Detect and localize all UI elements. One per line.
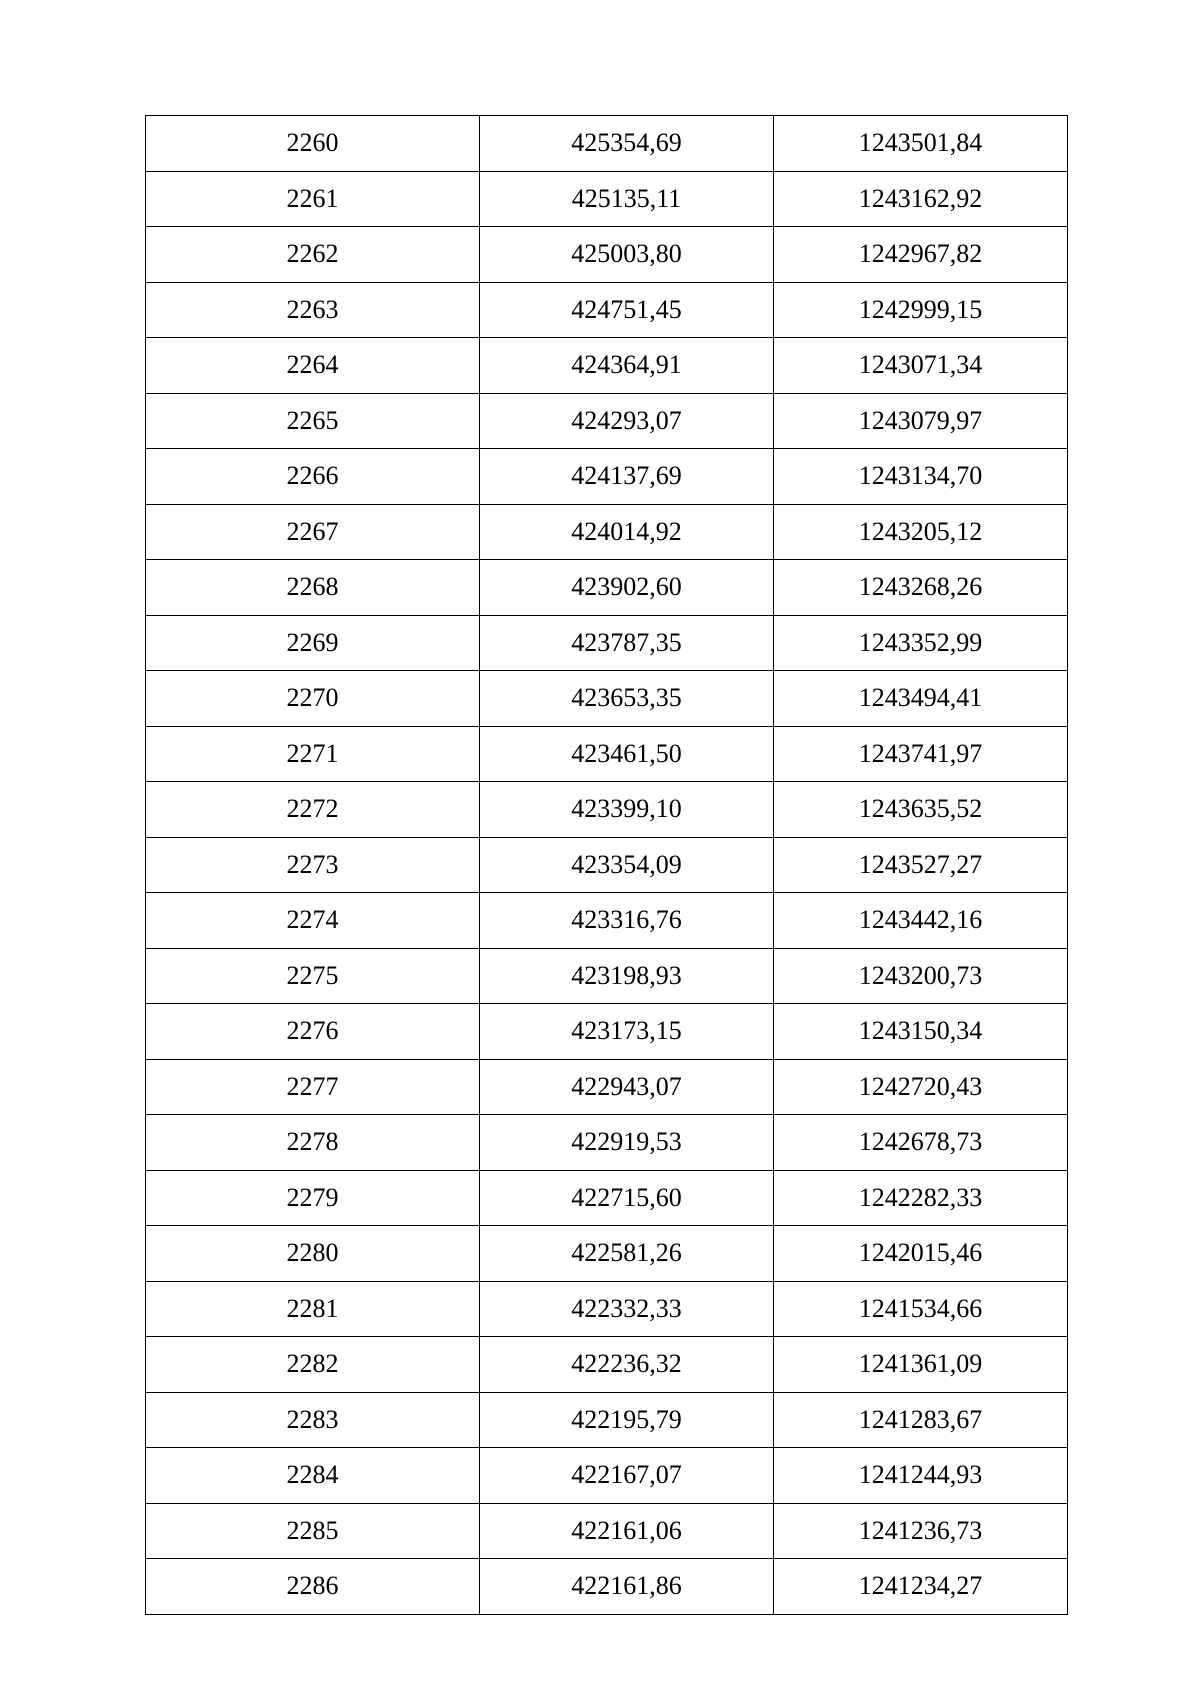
x-coordinate-cell: 423787,35 bbox=[480, 615, 774, 671]
y-coordinate-cell: 1243162,92 bbox=[774, 171, 1068, 227]
x-coordinate-cell: 422919,53 bbox=[480, 1115, 774, 1171]
point-number-cell: 2266 bbox=[146, 449, 480, 505]
table-row bbox=[146, 338, 1068, 394]
table-row bbox=[146, 948, 1068, 1004]
y-coordinate-cell: 1243268,26 bbox=[774, 560, 1068, 616]
table-row bbox=[146, 893, 1068, 949]
table-row bbox=[146, 1337, 1068, 1393]
table-row bbox=[146, 1226, 1068, 1282]
y-coordinate-cell: 1242678,73 bbox=[774, 1115, 1068, 1171]
y-coordinate-cell: 1243200,73 bbox=[774, 948, 1068, 1004]
y-coordinate-cell: 1243352,99 bbox=[774, 615, 1068, 671]
point-number-cell: 2265 bbox=[146, 393, 480, 449]
table-row bbox=[146, 282, 1068, 338]
x-coordinate-cell: 422161,06 bbox=[480, 1503, 774, 1559]
table-row bbox=[146, 615, 1068, 671]
point-number-cell: 2285 bbox=[146, 1503, 480, 1559]
point-number-cell: 2278 bbox=[146, 1115, 480, 1171]
y-coordinate-cell: 1243079,97 bbox=[774, 393, 1068, 449]
x-coordinate-cell: 424751,45 bbox=[480, 282, 774, 338]
x-coordinate-cell: 424364,91 bbox=[480, 338, 774, 394]
point-number-cell: 2283 bbox=[146, 1392, 480, 1448]
table-row bbox=[146, 1503, 1068, 1559]
table-row bbox=[146, 726, 1068, 782]
table-row bbox=[146, 1059, 1068, 1115]
table-row bbox=[146, 1170, 1068, 1226]
x-coordinate-cell: 422236,32 bbox=[480, 1337, 774, 1393]
x-coordinate-cell: 422715,60 bbox=[480, 1170, 774, 1226]
coordinates-table bbox=[145, 115, 1068, 1615]
table-row bbox=[146, 560, 1068, 616]
table-row bbox=[146, 393, 1068, 449]
x-coordinate-cell: 425003,80 bbox=[480, 227, 774, 283]
table-row bbox=[146, 1281, 1068, 1337]
y-coordinate-cell: 1243442,16 bbox=[774, 893, 1068, 949]
y-coordinate-cell: 1241361,09 bbox=[774, 1337, 1068, 1393]
y-coordinate-cell: 1242999,15 bbox=[774, 282, 1068, 338]
table-row bbox=[146, 504, 1068, 560]
y-coordinate-cell: 1243741,97 bbox=[774, 726, 1068, 782]
y-coordinate-cell: 1242720,43 bbox=[774, 1059, 1068, 1115]
y-coordinate-cell: 1243071,34 bbox=[774, 338, 1068, 394]
y-coordinate-cell: 1242282,33 bbox=[774, 1170, 1068, 1226]
point-number-cell: 2269 bbox=[146, 615, 480, 671]
point-number-cell: 2260 bbox=[146, 116, 480, 172]
x-coordinate-cell: 423173,15 bbox=[480, 1004, 774, 1060]
x-coordinate-cell: 423354,09 bbox=[480, 837, 774, 893]
table-row bbox=[146, 449, 1068, 505]
point-number-cell: 2281 bbox=[146, 1281, 480, 1337]
x-coordinate-cell: 424293,07 bbox=[480, 393, 774, 449]
y-coordinate-cell: 1241234,27 bbox=[774, 1559, 1068, 1615]
y-coordinate-cell: 1242967,82 bbox=[774, 227, 1068, 283]
x-coordinate-cell: 423653,35 bbox=[480, 671, 774, 727]
table-row bbox=[146, 116, 1068, 172]
point-number-cell: 2280 bbox=[146, 1226, 480, 1282]
x-coordinate-cell: 425354,69 bbox=[480, 116, 774, 172]
table-row bbox=[146, 1004, 1068, 1060]
x-coordinate-cell: 423461,50 bbox=[480, 726, 774, 782]
x-coordinate-cell: 423198,93 bbox=[480, 948, 774, 1004]
point-number-cell: 2274 bbox=[146, 893, 480, 949]
point-number-cell: 2271 bbox=[146, 726, 480, 782]
point-number-cell: 2277 bbox=[146, 1059, 480, 1115]
point-number-cell: 2279 bbox=[146, 1170, 480, 1226]
point-number-cell: 2270 bbox=[146, 671, 480, 727]
table-row bbox=[146, 1392, 1068, 1448]
point-number-cell: 2282 bbox=[146, 1337, 480, 1393]
x-coordinate-cell: 422161,86 bbox=[480, 1559, 774, 1615]
y-coordinate-cell: 1242015,46 bbox=[774, 1226, 1068, 1282]
point-number-cell: 2264 bbox=[146, 338, 480, 394]
x-coordinate-cell: 422195,79 bbox=[480, 1392, 774, 1448]
x-coordinate-cell: 422332,33 bbox=[480, 1281, 774, 1337]
x-coordinate-cell: 422943,07 bbox=[480, 1059, 774, 1115]
y-coordinate-cell: 1243494,41 bbox=[774, 671, 1068, 727]
y-coordinate-cell: 1243150,34 bbox=[774, 1004, 1068, 1060]
y-coordinate-cell: 1241283,67 bbox=[774, 1392, 1068, 1448]
point-number-cell: 2267 bbox=[146, 504, 480, 560]
table-row bbox=[146, 1559, 1068, 1615]
point-number-cell: 2272 bbox=[146, 782, 480, 838]
y-coordinate-cell: 1243205,12 bbox=[774, 504, 1068, 560]
y-coordinate-cell: 1243527,27 bbox=[774, 837, 1068, 893]
y-coordinate-cell: 1243134,70 bbox=[774, 449, 1068, 505]
point-number-cell: 2263 bbox=[146, 282, 480, 338]
table-row bbox=[146, 837, 1068, 893]
x-coordinate-cell: 424014,92 bbox=[480, 504, 774, 560]
x-coordinate-cell: 425135,11 bbox=[480, 171, 774, 227]
point-number-cell: 2261 bbox=[146, 171, 480, 227]
y-coordinate-cell: 1243501,84 bbox=[774, 116, 1068, 172]
table-row bbox=[146, 782, 1068, 838]
point-number-cell: 2286 bbox=[146, 1559, 480, 1615]
x-coordinate-cell: 422167,07 bbox=[480, 1448, 774, 1504]
x-coordinate-cell: 422581,26 bbox=[480, 1226, 774, 1282]
x-coordinate-cell: 424137,69 bbox=[480, 449, 774, 505]
table-row bbox=[146, 1448, 1068, 1504]
table-row bbox=[146, 671, 1068, 727]
x-coordinate-cell: 423399,10 bbox=[480, 782, 774, 838]
y-coordinate-cell: 1243635,52 bbox=[774, 782, 1068, 838]
point-number-cell: 2275 bbox=[146, 948, 480, 1004]
point-number-cell: 2262 bbox=[146, 227, 480, 283]
x-coordinate-cell: 423902,60 bbox=[480, 560, 774, 616]
table-row bbox=[146, 171, 1068, 227]
table-row bbox=[146, 227, 1068, 283]
table-row bbox=[146, 1115, 1068, 1171]
point-number-cell: 2268 bbox=[146, 560, 480, 616]
point-number-cell: 2284 bbox=[146, 1448, 480, 1504]
point-number-cell: 2273 bbox=[146, 837, 480, 893]
point-number-cell: 2276 bbox=[146, 1004, 480, 1060]
coordinates-table-body bbox=[146, 116, 1068, 1615]
x-coordinate-cell: 423316,76 bbox=[480, 893, 774, 949]
y-coordinate-cell: 1241244,93 bbox=[774, 1448, 1068, 1504]
y-coordinate-cell: 1241236,73 bbox=[774, 1503, 1068, 1559]
y-coordinate-cell: 1241534,66 bbox=[774, 1281, 1068, 1337]
